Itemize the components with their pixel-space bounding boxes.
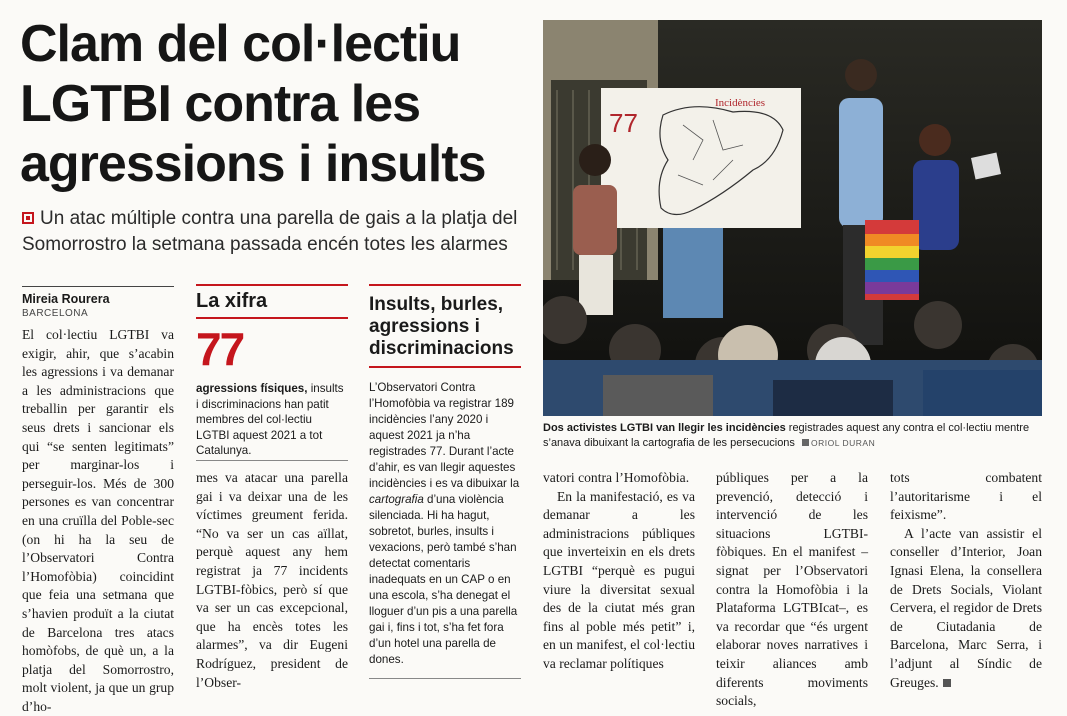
sidebar-text-italic: cartografia xyxy=(369,493,424,506)
body-paragraph: tots combatent l’autoritarisme i el feixisme”. xyxy=(890,470,1042,523)
photo-illustration xyxy=(543,20,1042,416)
sidebar-bottom-rule xyxy=(369,678,521,679)
dateline-location: BARCELONA xyxy=(22,308,89,319)
body-paragraph: públiques per a la prevenció, detecció i intervenció de les situacions LGTBI-fòbiques. En el manifest –signat per l’Observatori contra la Homofòbia i la Plataforma LGTBIcat–, es va recordar que “és urgent elaborar noves narratives i teixir aliances amb diferents moviments socials, xyxy=(716,470,868,709)
subheadline xyxy=(22,206,532,258)
sidebar-title: Insults, burles, agressions i discriminacions xyxy=(369,294,514,359)
subheadline-text: Un atac múltiple contra una parella de gais a la platja del Somorrostro la setmana passada encén totes les alarmes xyxy=(22,208,518,255)
body-paragraph: En la manifestació, es va demanar a les administracions públiques que inverteixin en els drets LGTBI “perquè es pugui viure la diversitat sexual des de la ciutat més gran fins al poble més petit” i, en un manifest, el col·lectiu va reclamar polítiques xyxy=(543,488,695,671)
body-column-2 xyxy=(196,469,348,692)
body-column-4 xyxy=(543,469,695,674)
xifra-top-rule xyxy=(196,284,348,286)
board-number: 77 xyxy=(609,108,638,138)
sidebar-title-rule xyxy=(369,366,521,368)
byline-rule xyxy=(22,286,174,287)
headline-line-1: Clam del col·lectiu xyxy=(20,15,461,73)
body-column-5 xyxy=(716,469,868,711)
body-column-6 xyxy=(890,469,1042,692)
bullet-square-icon xyxy=(22,212,34,224)
board-title: Incidències xyxy=(715,97,766,109)
author-name: Mireia Rourera xyxy=(22,292,110,306)
sidebar-text-part-1: L’Observatori Contra l’Homofòbia va registrar 189 incidències l’any 2020 i aquest 2021 ja n’ha registrades 77. Durant l’acte d’ahir, es van llegir aquestes incidències i es va dibuixar la xyxy=(369,381,520,490)
headline-line-2: LGTBI contra les xyxy=(20,75,421,133)
headline xyxy=(20,14,532,194)
column-2-rule xyxy=(196,460,348,461)
xifra-description xyxy=(196,381,348,459)
photo-credit: ORIOL DURAN xyxy=(811,438,876,448)
caption-lead: Dos activistes LGTBI van llegir les incidències xyxy=(543,422,786,434)
caption-marker-icon xyxy=(802,439,809,446)
xifra-label: La xifra xyxy=(196,290,268,312)
sidebar-text-part-2: d’una violència silenciada. Hi ha hagut, sobretot, burles, insults i vexacions, però també s’han detectat comentaris inadequats en un CAP o en una escola, s’ha denegat el lloguer d’un pis a una parella gai i, fins i tot, s’ha fet fora d’un hotel una parella de dones. xyxy=(369,493,518,666)
sidebar-top-rule xyxy=(369,284,521,286)
xifra-box xyxy=(196,284,348,459)
caption-text: registrades aquest any contra el col·lectiu mentre s’anava dibuixant la cartografia de les persecucions xyxy=(543,422,1030,449)
xifra-number: 77 xyxy=(196,323,244,375)
body-column-1 xyxy=(22,326,174,716)
body-paragraph-final xyxy=(890,525,1042,692)
xifra-text: insults i discriminacions han patit membres del col·lectiu LGTBI aquest 2021 a tot Catalunya. xyxy=(196,382,344,458)
body-paragraph: mes va atacar una parella gai i va deixar una de les víctimes greument ferida. “No va ser un cas aïllat, perquè aquest any hem registrat ja 77 incidents LGTBI-fòbics, però sí que va ser un cas excepcional, que ha encès totes les alarmes”, va dir Eugeni Rodríguez, president de l’Obser- xyxy=(196,470,348,690)
body-paragraph: El col·lectiu LGTBI va exigir, ahir, que s’acabin les agressions i va demanar a les administracions que treballin per garantir els seus drets i sancionar els qui “se senten legitimats” per marginar-los i perseguir-los. Més de 300 persones es van concentrar en una cruïlla del Poble-sec (on hi ha la seu de l’Observatori Contra l’Homofòbia) coincidint que feia una setmana que s’havien produït a la ciutat de Barcelona tres atacs homòfobs, de què un, a la platja del Somorrostro, molt violent, ja que un grup d’ho- xyxy=(22,327,174,714)
xifra-label-rule xyxy=(196,317,348,319)
final-paragraph-text: A l’acte van assistir el conseller d’Interior, Joan Ignasi Elena, la consellera de Drets Socials, Violant Cervera, el regidor de Drets de Ciutadania de Barcelona, Marc Serra, i l’adjunt al Síndic de Greuges. xyxy=(890,525,1042,690)
end-mark-icon xyxy=(943,679,951,687)
sidebar-box xyxy=(369,284,521,679)
byline xyxy=(22,292,172,319)
photo-caption xyxy=(543,421,1042,451)
sidebar-text xyxy=(369,380,521,668)
headline-line-3: agressions i insults xyxy=(20,135,486,193)
xifra-lead: agressions físiques, xyxy=(196,382,308,395)
news-photo xyxy=(543,20,1042,416)
body-paragraph: vatori contra l’Homofòbia. xyxy=(543,470,690,485)
